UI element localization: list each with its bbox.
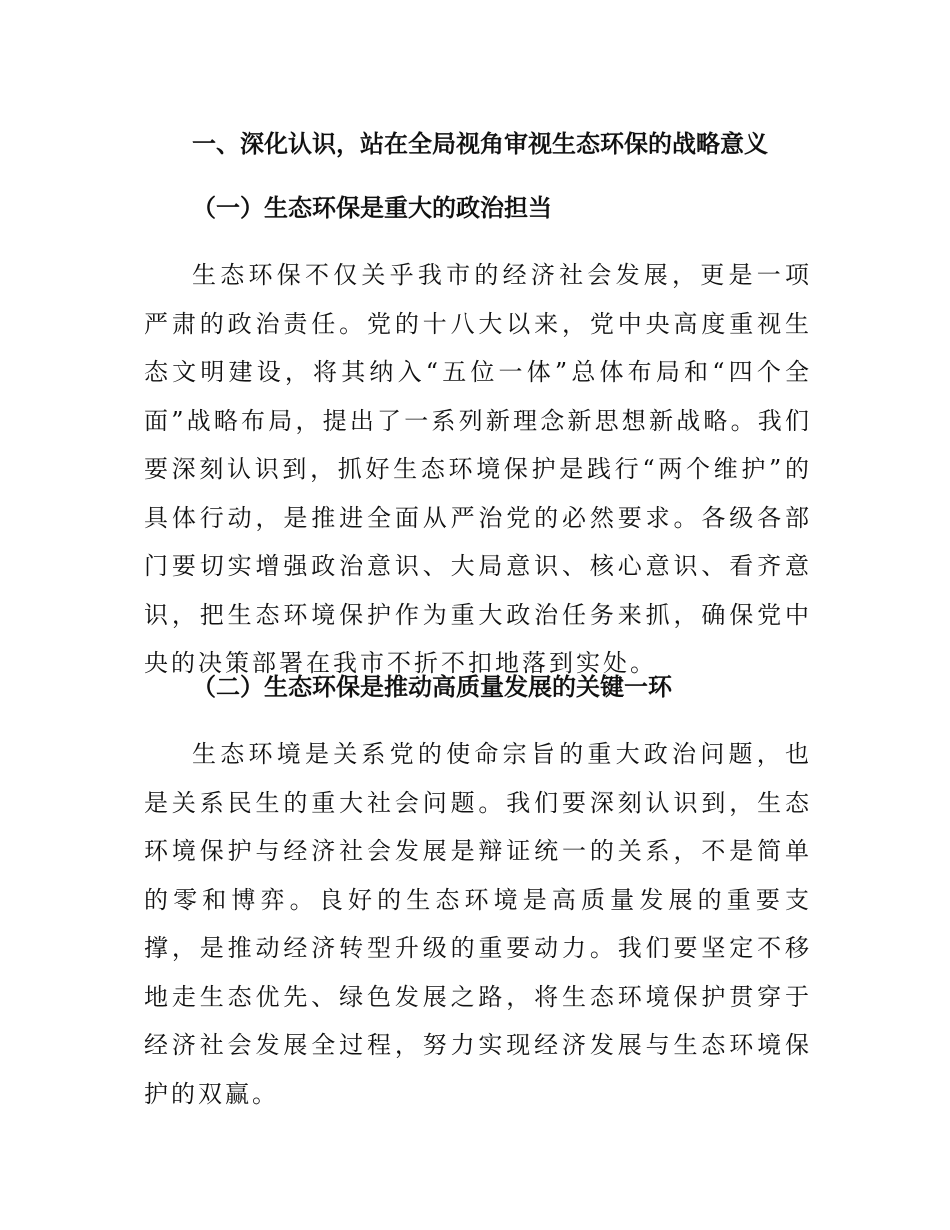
- main-heading: 一、深化认识，站在全局视角审视生态环保的战略意义: [192, 130, 768, 158]
- section-2-subheading: （二）生态环保是推动高质量发展的关键一环: [192, 673, 672, 701]
- section-1-paragraph: 生态环保不仅关乎我市的经济社会发展，更是一项严肃的政治责任。党的十八大以来，党中央高度重视生态文明建设，将其纳入“五位一体”总体布局和“四个全面”战略布局，提出了一系列新理念新思想新战略。我们要深刻认识到，抓好生态环境保护是践行“两个维护”的具体行动，是推进全面从严治党的必然要求。各级各部门要切实增强政治意识、大局意识、核心意识、看齐意识，把生态环境保护作为重大政治任务来抓，确保党中央的决策部署在我市不折不扣地落到实处。: [144, 261, 812, 677]
- section-2-paragraph: 生态环境是关系党的使命宗旨的重大政治问题，也是关系民生的重大社会问题。我们要深刻认识到，生态环境保护与经济社会发展是辩证统一的关系，不是简单的零和博弈。良好的生态环境是高质量发展的重要支撑，是推动经济转型升级的重要动力。我们要坚定不移地走生态优先、绿色发展之路，将生态环境保护贯穿于经济社会发展全过程，努力实现经济发展与生态环境保护的双赢。: [144, 740, 812, 1108]
- section-1-subheading: （一）生态环保是重大的政治担当: [192, 194, 552, 222]
